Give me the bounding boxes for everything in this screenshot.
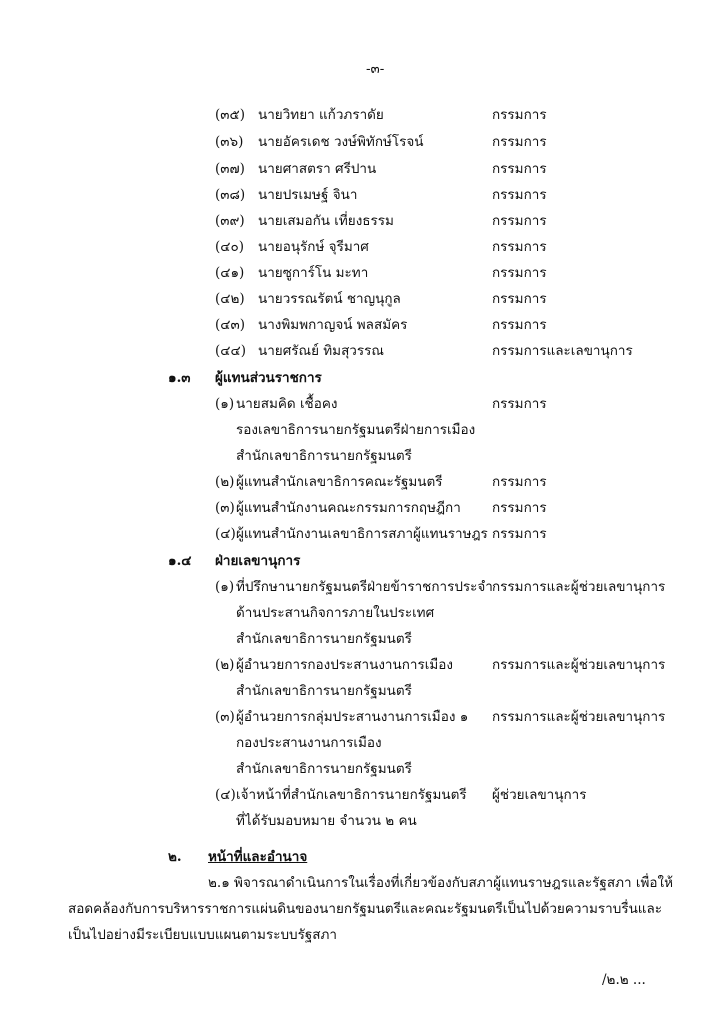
item-number: (๔๓) xyxy=(215,317,245,333)
item-number: (๔๒) xyxy=(215,291,245,307)
item-number: (๔) xyxy=(215,526,236,542)
item-role: กรรมการและผู้ช่วยเลขานุการ xyxy=(492,657,666,673)
member-name: นายเสมอกัน เที่ยงธรรม xyxy=(258,213,394,229)
item-text: ผู้อำนวยการกองประสานงานการเมือง xyxy=(236,657,453,673)
item-number: (๓๖) xyxy=(215,134,244,150)
item-text: ด้านประสานกิจการภายในประเทศ xyxy=(236,605,435,621)
member-name: นายศาสตรา ศรีปาน xyxy=(258,161,377,177)
section-heading: ฝ่ายเลขานุการ xyxy=(215,553,301,569)
item-role: กรรมการ xyxy=(492,396,547,412)
item-number: (๔๐) xyxy=(215,239,244,255)
item-text: สำนักเลขาธิการนายกรัฐมนตรี xyxy=(236,683,412,699)
item-text: ผู้แทนสำนักงานคณะกรรมการกฤษฎีกา xyxy=(236,500,461,516)
item-number: (๔๑) xyxy=(215,265,245,281)
member-name: นางพิมพกาญจน์ พลสมัคร xyxy=(258,317,408,333)
item-number: (๓๗) xyxy=(215,161,245,177)
item-number: (๑) xyxy=(215,396,235,412)
paragraph-line: เป็นไปอย่างมีระเบียบแบบแผนตามระบบรัฐสภา xyxy=(68,927,338,943)
member-role: กรรมการ xyxy=(492,187,547,203)
item-text: กองประสานงานการเมือง xyxy=(236,735,382,751)
item-text: สำนักเลขาธิการนายกรัฐมนตรี xyxy=(236,631,412,647)
member-role: กรรมการ xyxy=(492,291,547,307)
member-role: กรรมการ xyxy=(492,265,547,281)
continuation-marker: /๒.๒ ... xyxy=(602,972,646,988)
member-name: นายอนุรักษ์ จุรีมาศ xyxy=(258,239,369,255)
item-role: กรรมการ xyxy=(492,474,547,490)
item-text: เจ้าหน้าที่สำนักเลขาธิการนายกรัฐมนตรี xyxy=(236,787,467,803)
paragraph-line: ๒.๑ พิจารณาดำเนินการในเรื่องที่เกี่ยวข้องกับสภาผู้แทนราษฎรและรัฐสภา เพื่อให้ xyxy=(208,875,674,891)
item-role: กรรมการ xyxy=(492,526,547,542)
member-role: กรรมการ xyxy=(492,213,547,229)
member-role: กรรมการ xyxy=(492,161,547,177)
item-text: สำนักเลขาธิการนายกรัฐมนตรี xyxy=(236,448,412,464)
member-name: นายอัครเดช วงษ์พิทักษ์โรจน์ xyxy=(258,134,424,150)
item-number: (๔๔) xyxy=(215,343,246,359)
item-text: ที่ได้รับมอบหมาย จำนวน ๒ คน xyxy=(236,813,417,829)
item-text: ผู้แทนสำนักเลขาธิการคณะรัฐมนตรี xyxy=(236,474,443,490)
item-number: (๒) xyxy=(215,474,235,490)
section-heading: ผู้แทนส่วนราชการ xyxy=(215,370,322,386)
member-name: นายปรเมษฐ์ จินา xyxy=(258,187,358,203)
item-number: (๓๙) xyxy=(215,213,245,229)
item-number: (๓๘) xyxy=(215,187,246,203)
member-role: กรรมการ xyxy=(492,134,547,150)
section-heading: หน้าที่และอำนาจ xyxy=(208,849,308,865)
item-number: (๔) xyxy=(215,787,236,803)
item-text: รองเลขาธิการนายกรัฐมนตรีฝ่ายการเมือง xyxy=(236,422,476,438)
item-text: ผู้แทนสำนักงานเลขาธิการสภาผู้แทนราษฎร xyxy=(236,526,488,542)
item-number: (๓๕) xyxy=(215,107,245,123)
item-text: นายสมคิด เชื้อคง xyxy=(236,396,338,412)
item-role: กรรมการ xyxy=(492,500,547,516)
member-role: กรรมการ xyxy=(492,239,547,255)
section-number: ๑.๓ xyxy=(168,370,191,386)
item-number: (๑) xyxy=(215,579,235,595)
member-role: กรรมการ xyxy=(492,317,547,333)
member-name: นายวิทยา แก้วภราดัย xyxy=(258,107,384,123)
page-number: -๓- xyxy=(366,61,385,77)
member-name: นายวรรณรัตน์ ชาญนุกูล xyxy=(258,291,401,307)
member-role: กรรมการ xyxy=(492,107,547,123)
member-role: กรรมการและเลขานุการ xyxy=(492,343,633,359)
item-role: ผู้ช่วยเลขานุการ xyxy=(492,787,587,803)
section-number: ๑.๔ xyxy=(168,553,192,569)
item-text: สำนักเลขาธิการนายกรัฐมนตรี xyxy=(236,761,412,777)
member-name: นายซูการ์โน มะทา xyxy=(258,265,369,281)
member-name: นายศรัณย์ ทิมสุวรรณ xyxy=(258,343,384,359)
item-number: (๓) xyxy=(215,709,235,725)
section-number: ๒. xyxy=(168,849,182,865)
item-number: (๒) xyxy=(215,657,235,673)
paragraph-line: สอดคล้องกับการบริหารราชการแผ่นดินของนายกรัฐมนตรีและคณะรัฐมนตรีเป็นไปด้วยความราบรื่นและ xyxy=(68,901,663,917)
item-role: กรรมการและผู้ช่วยเลขานุการ xyxy=(492,579,666,595)
item-text: ผู้อำนวยการกลุ่มประสานงานการเมือง ๑ xyxy=(236,709,469,725)
item-number: (๓) xyxy=(215,500,235,516)
item-role: กรรมการและผู้ช่วยเลขานุการ xyxy=(492,709,666,725)
item-text: ที่ปรึกษานายกรัฐมนตรีฝ่ายข้าราชการประจำ xyxy=(236,579,493,595)
